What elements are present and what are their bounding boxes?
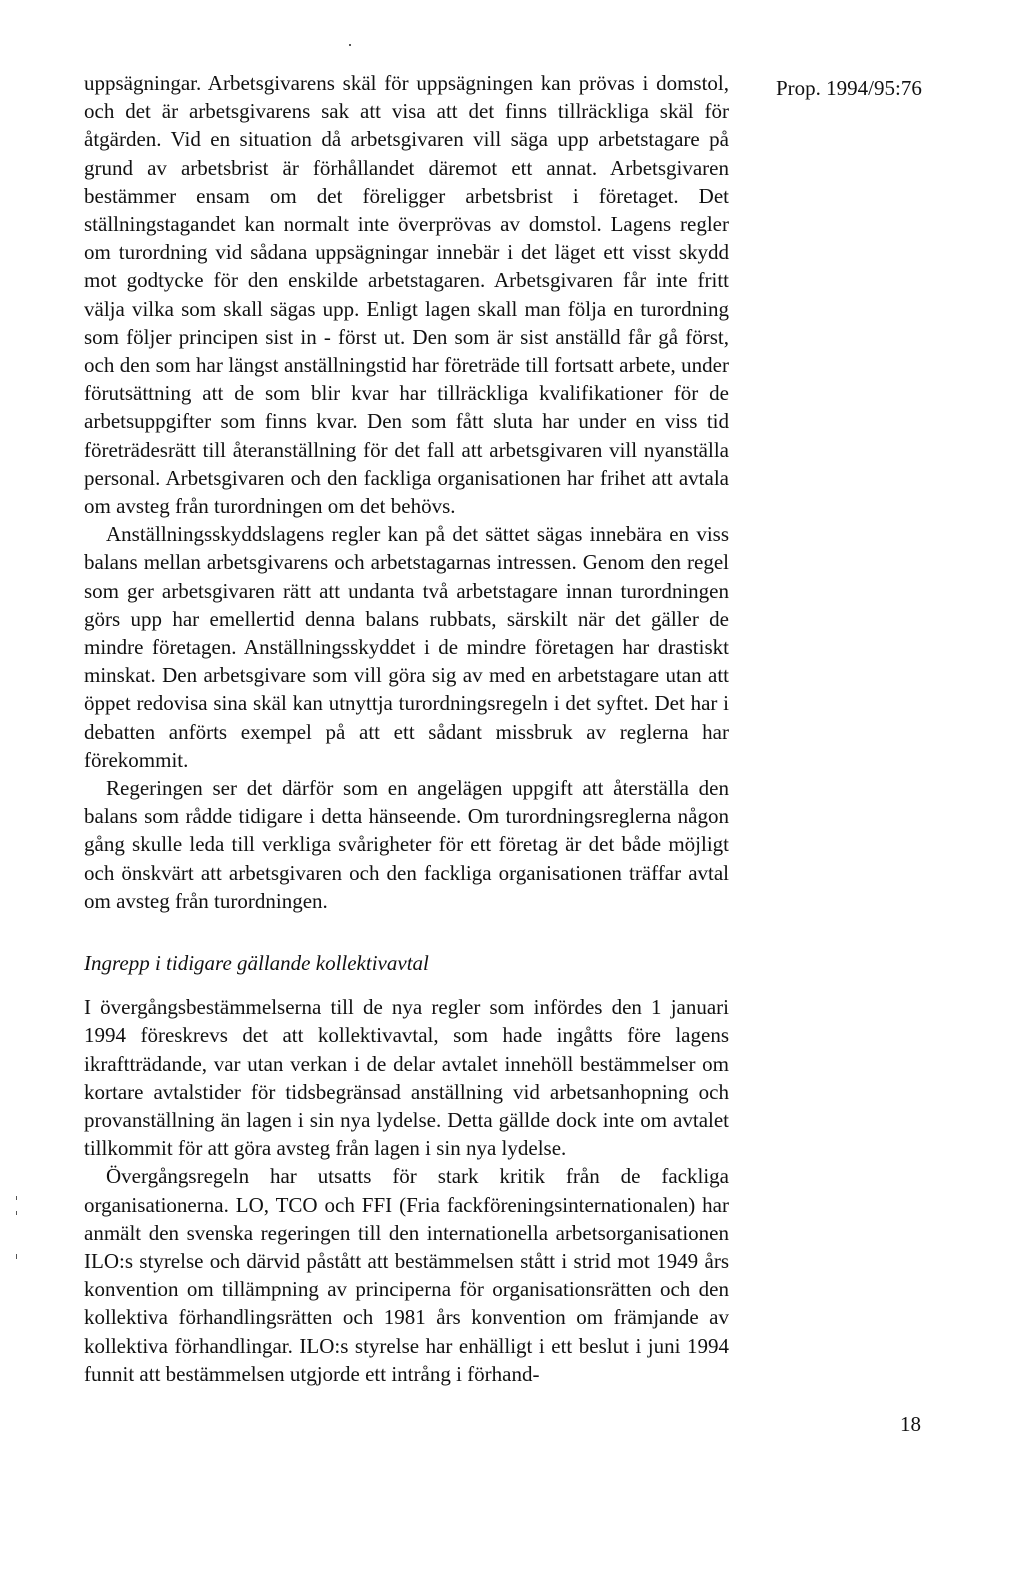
scan-speck [349, 44, 351, 46]
paragraph-5: Övergångsregeln har utsatts för stark kritik från de fackliga organisationerna. LO, TCO och FFI (Fria fackföreningsinternationalen) har anmält den svenska regeringen till den internationella arbetsorganisationen ILO:s styrelse och därvid påstått att bestämmelsen stått i strid mot 1949 års konvention om tillämpning av principerna för organisationsrätten och den kollektiva förhandlingsrätten och 1981 års konvention om främjande av kollektiva förhandlingar. ILO:s styrelse har enhälligt i ett beslut i juni 1994 funnit att bestämmelsen utgjorde ett intrång i förhand- [84, 1164, 729, 1386]
proposition-reference: Prop. 1994/95:76 [776, 76, 922, 100]
paragraph-3: Regeringen ser det därför som en angelägen uppgift att återställa den balans som rådde tidigare i detta hänseende. Om turordningsreglerna någon gång skulle leda till verkliga svårigheter för ett företag är det både möjligt och önskvärt att arbetsgivaren och den fackliga organisationen träffar avtal om avsteg från turordningen. [84, 776, 729, 913]
scan-speck [16, 1211, 17, 1215]
section-heading: Ingrepp i tidigare gällande kollektivavtal [84, 951, 429, 976]
page-number: 18 [900, 1412, 921, 1436]
paragraph-2: Anställningsskyddslagens regler kan på det sättet sägas innebära en viss balans mellan arbetsgivarens och arbetstagarnas intressen. Genom den regel som ger arbetsgivaren rätt att undanta två arbetstagare innan turordningen görs upp har emellertid denna balans rubbats, särskilt när det gäller de mindre företagen. Anställningsskyddet i de mindre företagen har drastiskt minskat. Den arbetsgivare som vill göra sig av med en arbetstagare utan att öppet redovisa sina skäl kan utnyttja turordningsregeln i det syftet. Det har i debatten anförts exempel på att ett sådant missbruk av reglerna har förekommit. [84, 522, 729, 772]
paragraph-1: uppsägningar. Arbetsgivarens skäl för uppsägningen kan prövas i domstol, och det är arbetsgivarens sak att visa att det finns tillräckliga skäl för åtgärden. Vid en situation då arbetsgivaren vill säga upp arbetstagare på grund av arbetsbrist är förhållandet däremot ett annat. Arbetsgivaren bestämmer ensam om det föreligger arbetsbrist i företaget. Det ställningstagandet kan normalt inte överprövas av domstol. Lagens regler om turordning vid sådana uppsägningar innebär i det läget ett visst skydd mot godtycke för den enskilde arbetstagaren. Arbetsgivaren får inte fritt välja vilka som skall sägas upp. Enligt lagen skall man följa en turordning som följer principen sist in - först ut. Den som är sist anställd får gå först, och den som har längst anställningstid har företräde till fortsatt arbete, under förutsättning att de som blir kvar har tillräckliga kvalifikationer för de arbetsuppgifter som finns kvar. Den som fått sluta har under en viss tid företrädesrätt till återanställning för det fall att arbetsgivaren vill nyanställa personal. Arbetsgivaren och den fackliga organisationen har frihet att avtala om avsteg från turordningen om det behövs. [84, 71, 729, 519]
scan-speck [16, 1196, 17, 1200]
scan-speck [16, 1254, 17, 1259]
paragraph-4: I övergångsbestämmelserna till de nya regler som infördes den 1 januari 1994 föreskrevs det att kollektivavtal, som hade ingåtts före lagens ikraftträdande, var utan verkan i de delar avtalet innehöll bestämmelser om kortare avtalstider för tidsbegränsad anställning vid arbetsanhopning och provanställning än lagen i sin nya lydelse. Detta gällde dock inte om avtalet tillkommit för att göra avsteg från lagen i sin nya lydelse. [84, 995, 729, 1161]
body-text [84, 69, 729, 1388]
